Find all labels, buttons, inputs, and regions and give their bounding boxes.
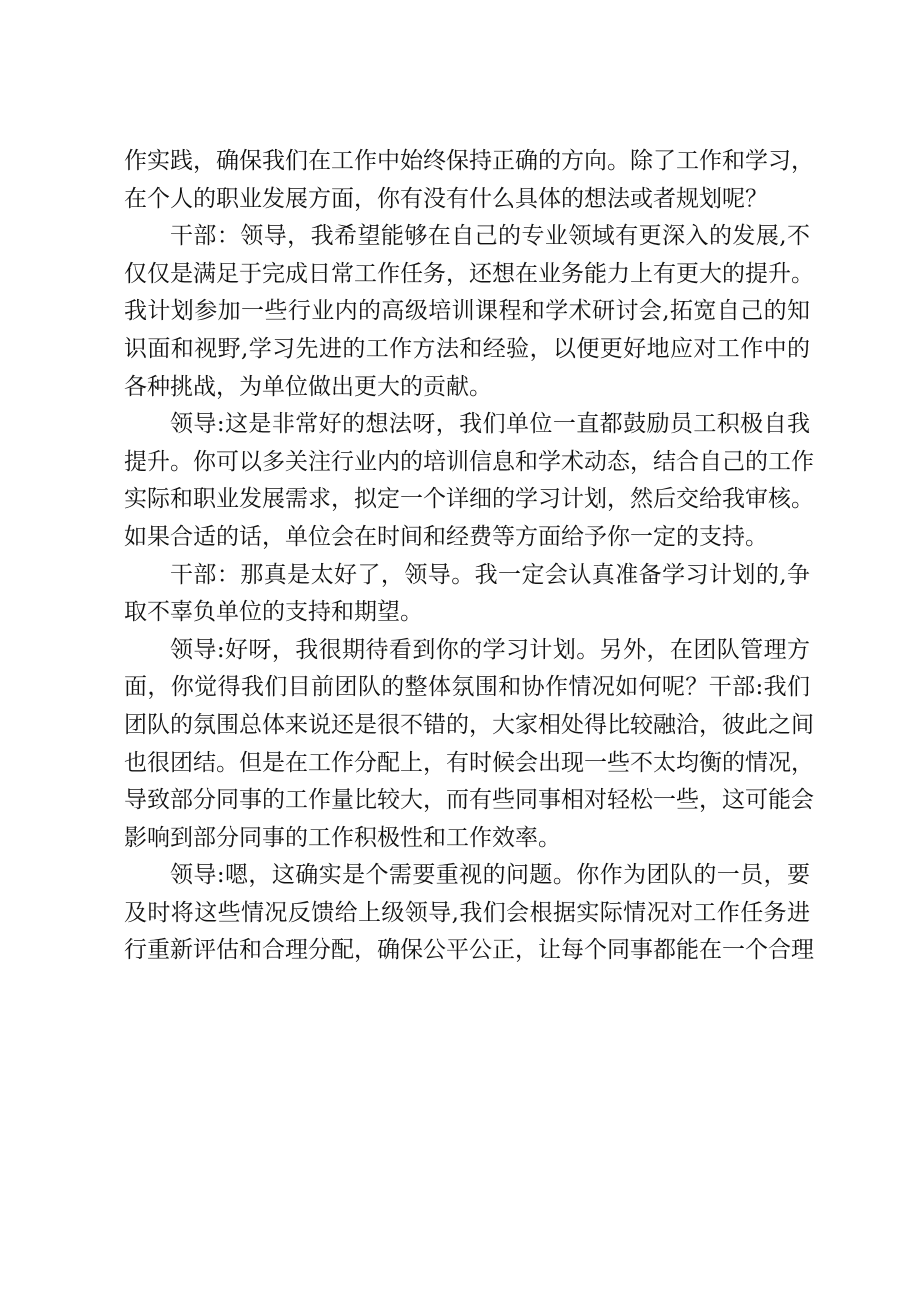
paragraph-4 (124, 557, 810, 632)
text-line: 也很团结。但是在工作分配上，有时候会出现一些不太均衡的情况， (124, 749, 814, 776)
text-line: 识面和视野,学习先进的工作方法和经验，以便更好地应对工作中的 (124, 335, 810, 362)
text-line: 团队的氛围总体来说还是很不错的，大家相处得比较融洽，彼此之间 (124, 711, 814, 738)
text-line: 及时将这些情况反馈给上级领导,我们会根据实际情况对工作任务进 (124, 899, 810, 926)
text-line: 面，你觉得我们目前团队的整体氛围和协作情况如何呢？干部:我们 (124, 674, 810, 701)
text-line: 提升。你可以多关注行业内的培训信息和学术动态，结合自己的工作 (124, 448, 814, 475)
text-line: 行重新评估和合理分配，确保公平公正，让每个同事都能在一个合理 (124, 937, 814, 964)
paragraph-1 (124, 143, 814, 218)
text-line: 仅仅是满足于完成日常工作任务，还想在业务能力上有更大的提升。 (124, 260, 814, 287)
document-body (124, 143, 814, 970)
text-line: 干部：领导，我希望能够在自己的专业领域有更深入的发展,不 (170, 223, 810, 250)
text-line: 作实践，确保我们在工作中始终保持正确的方向。除了工作和学习， (124, 148, 814, 174)
text-line: 领导:好呀，我很期待看到你的学习计划。另外，在团队管理方 (170, 636, 810, 663)
paragraph-6 (124, 857, 814, 970)
text-line: 各种挑战，为单位做出更大的贡献。 (124, 373, 492, 400)
text-line: 导致部分同事的工作量比较大，而有些同事相对轻松一些，这可能会 (124, 787, 814, 814)
paragraph-3 (124, 406, 814, 556)
text-line: 取不辜负单位的支持和期望。 (124, 599, 423, 626)
paragraph-5 (124, 632, 814, 858)
paragraph-2 (124, 218, 814, 406)
text-line: 干部：那真是太好了，领导。我一定会认真准备学习计划的,争 (170, 561, 810, 588)
text-line: 在个人的职业发展方面，你有没有什么具体的想法或者规划呢？ (124, 185, 768, 212)
text-line: 实际和职业发展需求，拟定一个详细的学习计划，然后交给我审核。 (124, 486, 814, 513)
text-line: 如果合适的话，单位会在时间和经费等方面给予你一定的支持。 (124, 523, 768, 550)
text-line: 我计划参加一些行业内的高级培训课程和学术研讨会,拓宽自己的知 (124, 298, 810, 325)
text-line: 领导:嗯，这确实是个需要重视的问题。你作为团队的一员，要 (170, 862, 810, 889)
text-line: 影响到部分同事的工作积极性和工作效率。 (124, 824, 561, 851)
text-line: 领导:这是非常好的想法呀，我们单位一直都鼓励员工积极自我 (170, 411, 810, 438)
